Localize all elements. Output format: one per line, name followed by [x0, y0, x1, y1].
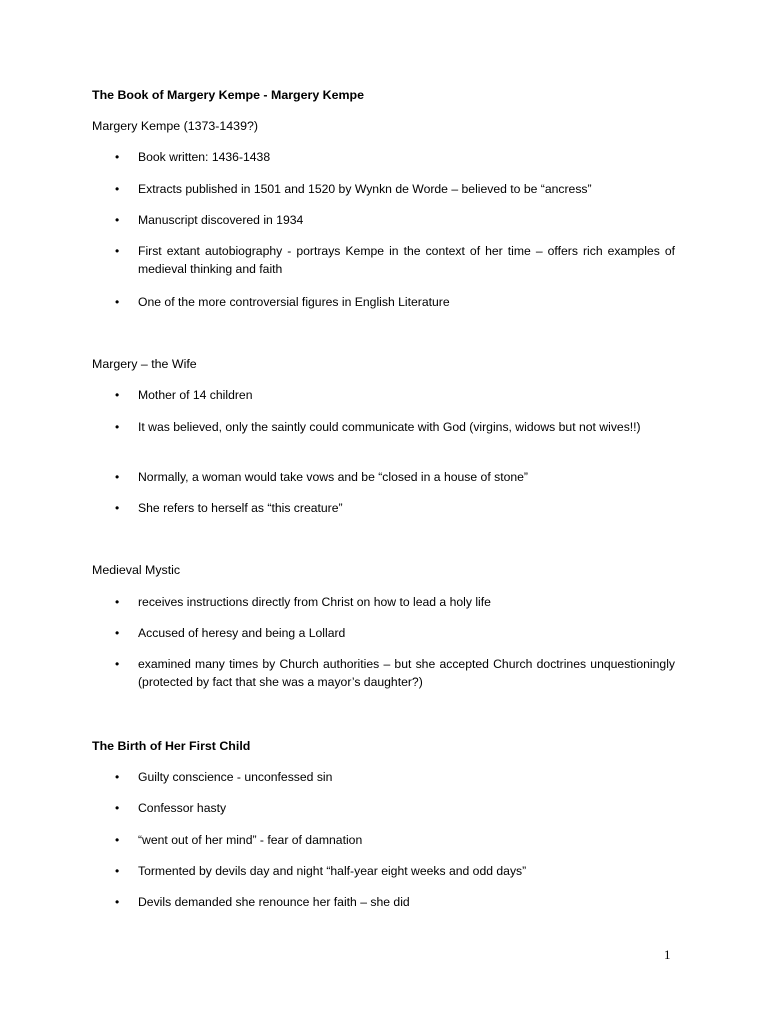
bullet-icon: •	[115, 182, 120, 196]
bullet-icon: •	[115, 801, 120, 815]
section-heading-mystic: Medieval Mystic	[92, 563, 181, 577]
list-item: Accused of heresy and being a Lollard	[138, 626, 346, 640]
section-heading-kempe: Margery Kempe (1373-1439?)	[92, 119, 258, 133]
bullet-icon: •	[115, 470, 120, 484]
bullet-icon: •	[115, 420, 120, 434]
bullet-icon: •	[115, 501, 120, 515]
list-item: Mother of 14 children	[138, 388, 253, 402]
bullet-icon: •	[115, 626, 120, 640]
list-item: Confessor hasty	[138, 801, 227, 815]
document-title: The Book of Margery Kempe - Margery Kempe	[92, 88, 364, 102]
list-item: receives instructions directly from Christ on how to lead a holy life	[138, 595, 491, 609]
list-item: Devils demanded she renounce her faith – she did	[138, 895, 410, 909]
bullet-icon: •	[115, 213, 120, 227]
section-heading-birth: The Birth of Her First Child	[92, 739, 251, 753]
list-item: “went out of her mind” - fear of damnation	[138, 833, 363, 847]
bullet-icon: •	[115, 595, 120, 609]
list-item: Book written: 1436-1438	[138, 150, 271, 164]
list-item: Normally, a woman would take vows and be “closed in a house of stone”	[138, 470, 528, 484]
bullet-icon: •	[115, 295, 120, 309]
bullet-icon: •	[115, 864, 120, 878]
bullet-icon: •	[115, 388, 120, 402]
page-number: 1	[664, 947, 671, 962]
bullet-icon: •	[115, 150, 120, 164]
list-item: She refers to herself as “this creature”	[138, 501, 343, 515]
list-item: It was believed, only the saintly could communicate with God (virgins, widows but not wives!!)	[138, 420, 641, 434]
section-heading-wife: Margery – the Wife	[92, 357, 197, 371]
list-item: Extracts published in 1501 and 1520 by Wynkn de Worde – believed to be “ancress”	[138, 182, 592, 196]
list-item: Manuscript discovered in 1934	[138, 213, 304, 227]
list-item: First extant autobiography - portrays Kempe in the context of her time – offers rich examples of medieval thinking and faith	[138, 244, 675, 276]
bullet-icon: •	[115, 770, 120, 784]
bullet-icon: •	[115, 895, 120, 909]
list-item: One of the more controversial figures in English Literature	[138, 295, 450, 309]
list-item: Tormented by devils day and night “half-year eight weeks and odd days”	[138, 864, 527, 878]
bullet-icon: •	[115, 833, 120, 847]
list-item: Guilty conscience - unconfessed sin	[138, 770, 333, 784]
list-item: examined many times by Church authorities – but she accepted Church doctrines unquestioningly (protected by fact that she was a mayor’s daughter?)	[138, 657, 675, 689]
bullet-icon: •	[115, 244, 120, 258]
bullet-icon: •	[115, 657, 120, 671]
